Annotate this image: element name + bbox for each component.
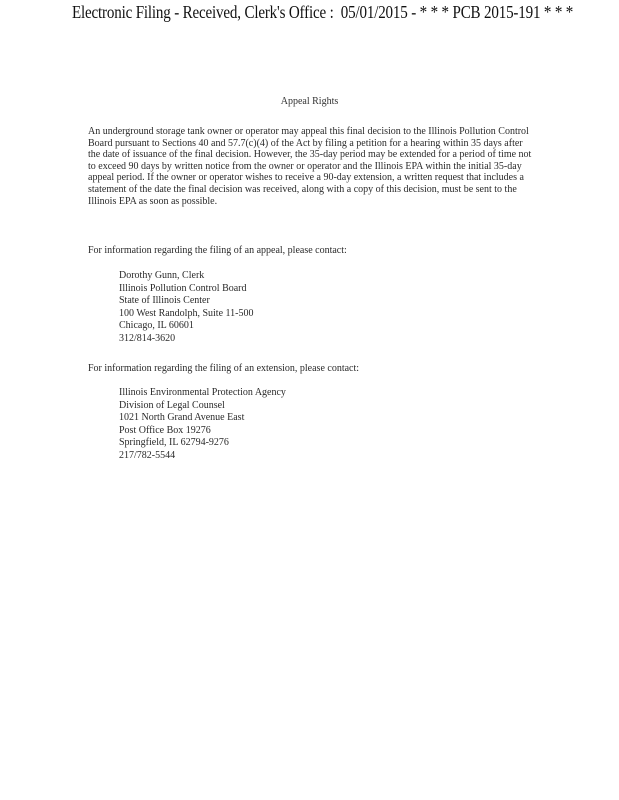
appeal-contact-address bbox=[119, 270, 253, 345]
address-line: Chicago, IL 60601 bbox=[119, 320, 194, 331]
extension-contact-intro: For information regarding the filing of an extension, please contact: bbox=[88, 363, 360, 374]
address-line: 100 West Randolph, Suite 11-500 bbox=[119, 307, 254, 319]
address-line: Post Office Box 19276 bbox=[119, 424, 211, 436]
address-line: State of Illinois Center bbox=[119, 295, 210, 306]
filing-date: 05/01/2015 bbox=[340, 2, 408, 22]
address-line: Division of Legal Counsel bbox=[119, 399, 225, 411]
page-title: Appeal Rights bbox=[280, 96, 339, 107]
phone-number: 217/782-5544 bbox=[119, 449, 176, 461]
address-line: Illinois Pollution Control Board bbox=[119, 282, 247, 294]
case-reference: - * * * PCB 2015-191 * * * bbox=[411, 2, 574, 22]
address-line: Dorothy Gunn, Clerk bbox=[119, 270, 205, 281]
filing-stamp-header bbox=[72, 2, 573, 23]
appeal-contact-intro: For information regarding the filing of an appeal, please contact: bbox=[88, 245, 347, 256]
phone-number: 312/814-3620 bbox=[119, 332, 176, 344]
address-line: 1021 North Grand Avenue East bbox=[119, 412, 245, 423]
address-line: Illinois Environmental Protection Agency bbox=[119, 387, 286, 398]
filing-label: Electronic Filing - Received, Clerk's Office : bbox=[72, 2, 334, 22]
appeal-rights-paragraph: An underground storage tank owner or operator may appeal this final decision to the Illinois Pollution Control Board pursuant to Sections 40 and 57.7(c)(4) of the Act by filing a petition for a hearing within 35 days after the date of issuance of the final decision. However, the 35-day period may be extended for a period of time not to exceed 90 days by written notice from the owner or operator and the Illinois EPA within the initial 35-day appeal period. If the owner or operator wishes to receive a 90-day extension, a written request that includes a statement of the date the final decision was received, along with a copy of this decision, must be sent to the Illinois EPA as soon as possible. bbox=[88, 126, 532, 207]
extension-contact-address bbox=[119, 387, 286, 462]
address-line: Springfield, IL 62794-9276 bbox=[119, 437, 229, 448]
